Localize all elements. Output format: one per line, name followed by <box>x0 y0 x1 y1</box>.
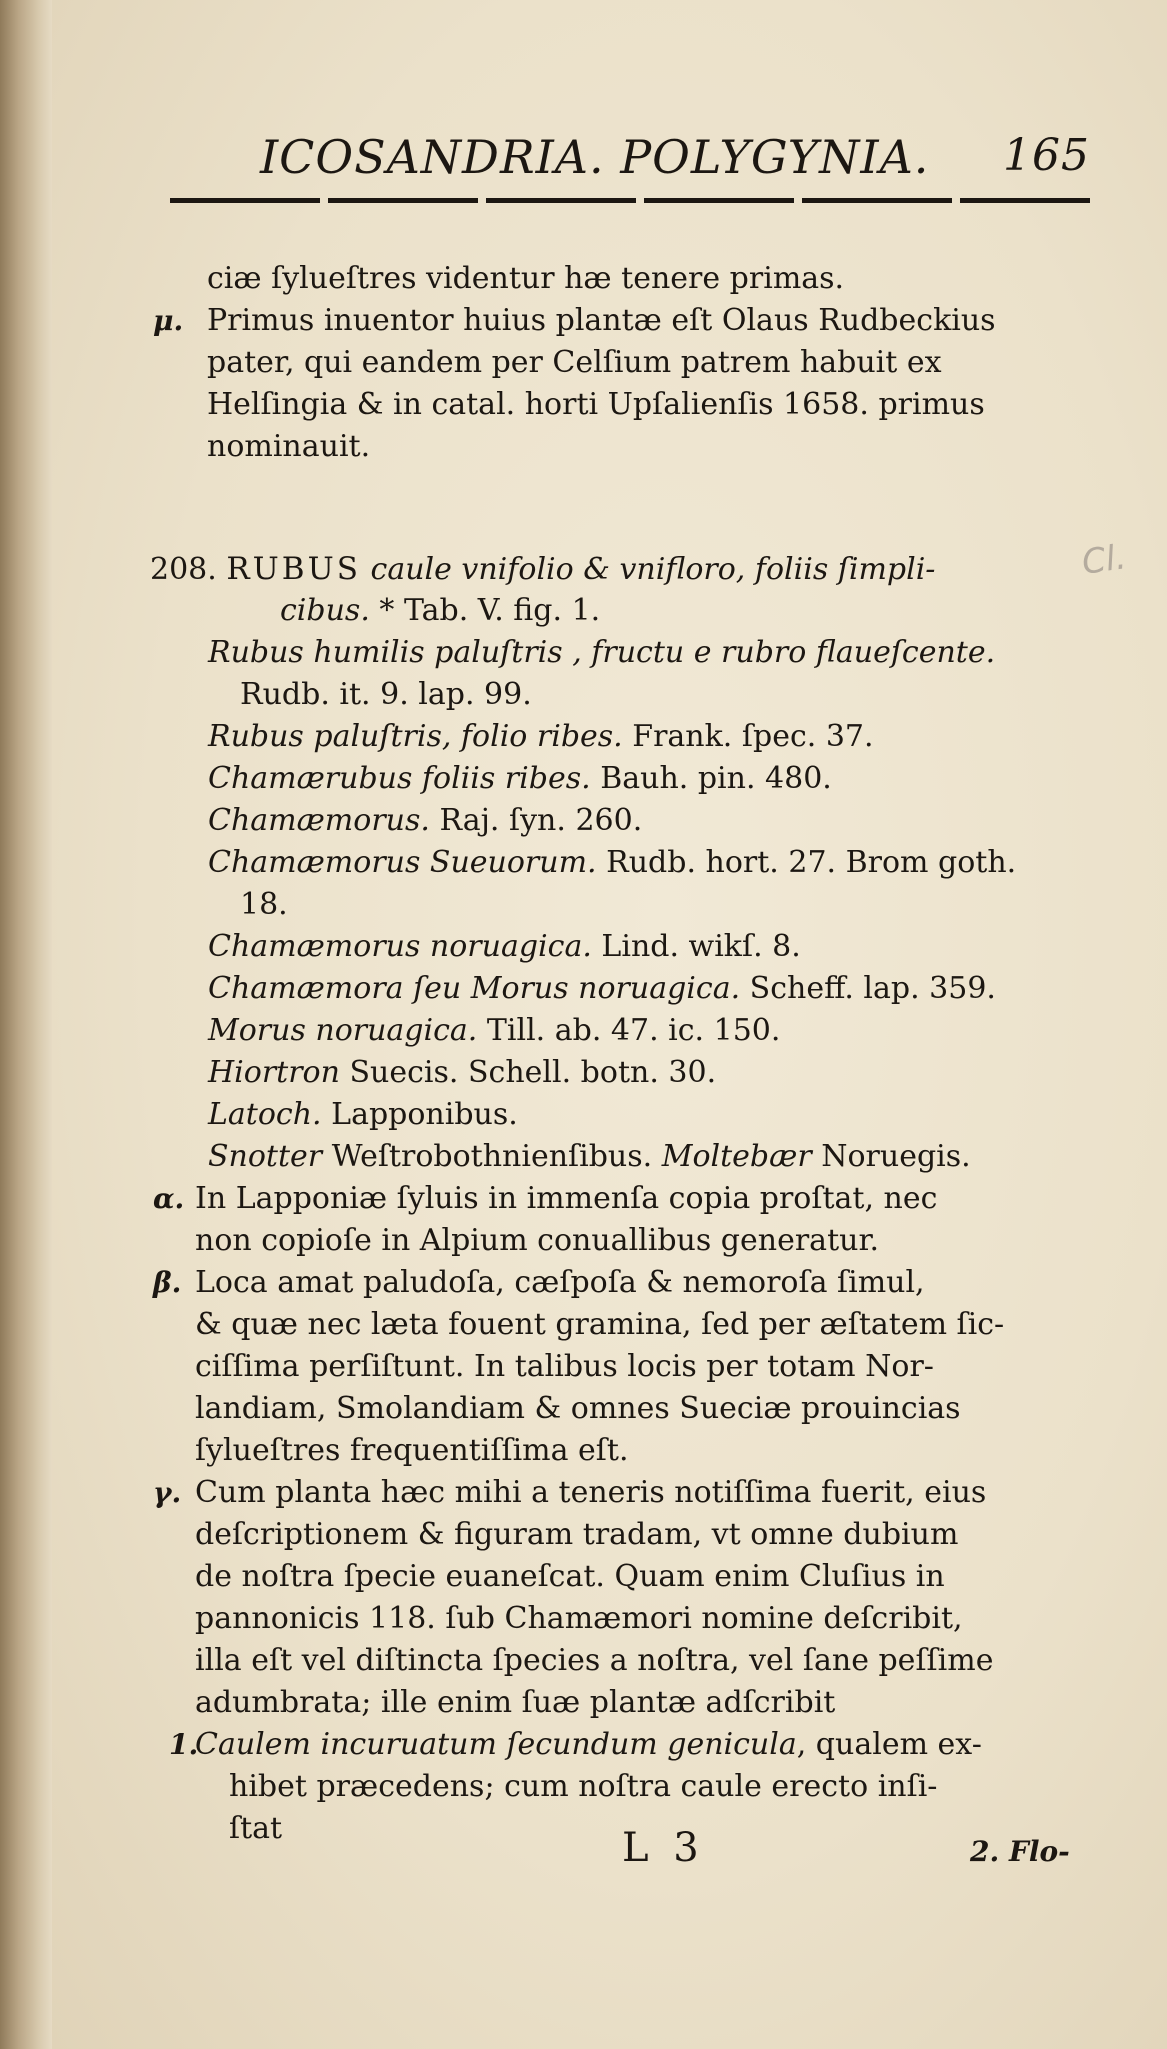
signature-mark: L 3 <box>622 1825 705 1871</box>
figure-reference: * Tab. V. fig. 1. <box>379 593 601 628</box>
marker-beta: β. <box>153 1266 182 1299</box>
note-line: Cum planta hæc mihi a teneris notiſſima fuerit, eius <box>195 1475 987 1510</box>
synonym-line: Latoch. Lapponibus. <box>208 1097 518 1132</box>
note-line: & quæ nec læta fouent gramina, ſed per æſtatem ſic- <box>195 1307 1005 1342</box>
synonym-line: Chamæmorus. Raj. ſyn. 260. <box>208 803 643 838</box>
entry-number: 208. <box>150 552 217 587</box>
point-line: ſtat <box>229 1811 283 1846</box>
book-spine-shadow <box>0 0 52 2049</box>
marker-gamma: γ. <box>153 1476 182 1509</box>
note-line: In Lapponiæ ſyluis in immenſa copia proſtat, nec <box>195 1181 938 1216</box>
genus-name: RUBUS <box>226 551 361 587</box>
header-rule <box>170 198 1090 203</box>
intro-line: nominauit. <box>207 429 371 464</box>
synonym-line: Rubus paluſtris, folio ribes. Frank. ſpec. 37. <box>208 719 874 754</box>
note-line: landiam, Smolandiam & omnes Sueciæ prouincias <box>195 1391 961 1426</box>
synonym-line: Chamæmorus noruagica. Lind. wikſ. 8. <box>208 929 801 964</box>
header-title: ICOSANDRIA. POLYGYNIA. <box>260 130 930 184</box>
intro-line: pater, qui eandem per Celſium patrem habuit ex <box>207 345 942 380</box>
note-line: ciſſima perſiſtunt. In talibus locis per totam Nor- <box>195 1349 934 1384</box>
point-line: Caulem incuruatum ſecundum genicula, qualem ex- <box>195 1727 982 1762</box>
note-line: de noſtra ſpecie euaneſcat. Quam enim Cluſius in <box>195 1559 945 1594</box>
note-line: illa eſt vel diſtincta ſpecies a noſtra, vel ſane peſſime <box>195 1643 994 1678</box>
marker-mu: μ. <box>153 304 184 337</box>
note-line: non copioſe in Alpium conuallibus generatur. <box>195 1223 880 1258</box>
note-line: pannonicis 118. ſub Chamæmori nomine deſcribit, <box>195 1601 963 1636</box>
marker-alpha: α. <box>153 1182 185 1215</box>
synonym-line: 18. <box>240 887 288 922</box>
marker-point-1: 1. <box>169 1728 199 1761</box>
note-line: Loca amat paludoſa, cæſpoſa & nemoroſa ſimul, <box>195 1265 925 1300</box>
note-line: deſcriptionem & figuram tradam, vt omne dubium <box>195 1517 959 1552</box>
diagnosis-continuation: cibus. * Tab. V. fig. 1. <box>280 593 601 628</box>
catchword: 2. Flo- <box>970 1835 1070 1868</box>
synonym-line: Rudb. it. 9. lap. 99. <box>240 677 532 712</box>
intro-line: Helſingia & in catal. horti Upſalienſis 1658. primus <box>207 387 985 422</box>
synonym-line: Chamæmorus Sueuorum. Rudb. hort. 27. Brom goth. <box>208 845 1017 880</box>
synonym-line: Snotter Weſtrobothnienſibus. Moltebær Noruegis. <box>208 1139 971 1174</box>
intro-line: ciæ ſylueſtres videntur hæ tenere primas. <box>207 261 845 296</box>
synonym-line: Rubus humilis paluſtris , fructu e rubro flaueſcente. <box>208 635 996 670</box>
synonym-line: Chamæmora ſeu Morus noruagica. Scheff. lap. 359. <box>208 971 996 1006</box>
intro-line: Primus inuentor huius plantæ eſt Olaus Rudbeckius <box>207 303 996 338</box>
synonym-line: Morus noruagica. Till. ab. 47. ic. 150. <box>208 1013 781 1048</box>
point-line: hibet præcedens; cum noſtra caule erecto inſi- <box>229 1769 938 1804</box>
synonym-line: Hiortron Suecis. Schell. botn. 30. <box>208 1055 717 1090</box>
pencil-annotation: Cl. <box>1079 537 1129 583</box>
entry-heading <box>150 548 935 591</box>
note-line: ſylueſtres frequentiſſima eſt. <box>195 1433 629 1468</box>
page-number: 165 <box>1003 130 1090 181</box>
note-line: adumbrata; ille enim ſuæ plantæ adſcribit <box>195 1685 836 1720</box>
diagnosis: caule vnifolio & vnifloro, foliis ſimpli- <box>370 552 936 587</box>
synonym-line: Chamærubus foliis ribes. Bauh. pin. 480. <box>208 761 832 796</box>
